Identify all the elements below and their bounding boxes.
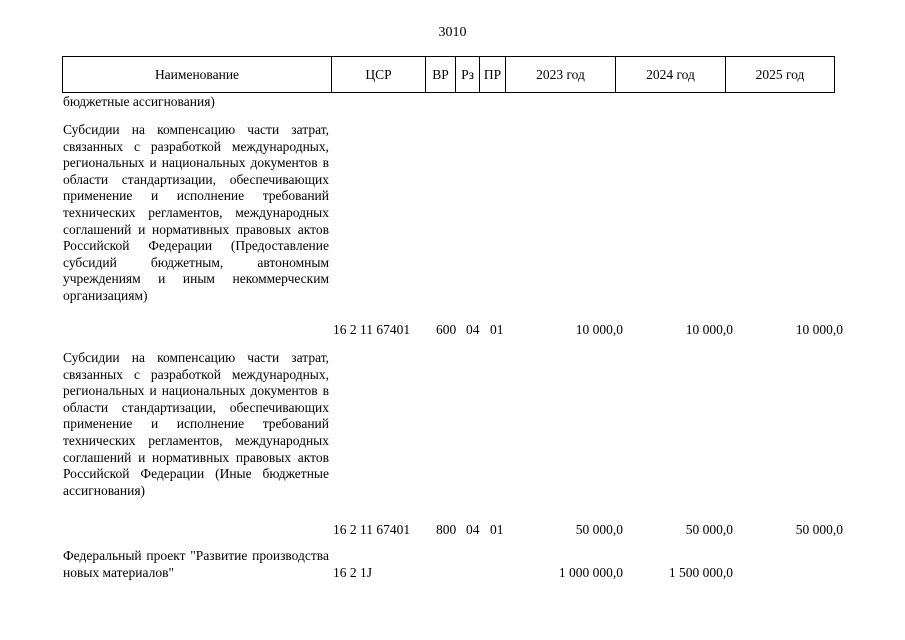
row-2025: 10 000,0	[795, 322, 843, 337]
row-pr: 01	[490, 522, 504, 537]
row-csr: 16 2 11 67401	[333, 522, 411, 537]
row-name: Федеральный проект "Развитие производства новых материалов"	[63, 548, 329, 580]
column-header-rz: Рз	[456, 57, 480, 93]
row-vr: 600	[436, 322, 457, 337]
row-csr: 16 2 11 67401	[333, 322, 411, 337]
column-header-2025: 2025 год	[726, 57, 835, 93]
row-rz: 04	[466, 322, 480, 337]
table-header	[62, 56, 835, 93]
column-header-2024: 2024 год	[616, 57, 726, 93]
column-header-vr: ВР	[426, 57, 456, 93]
page-number: 3010	[438, 25, 467, 40]
column-header-pr: ПР	[480, 57, 506, 93]
row-2023: 10 000,0	[575, 322, 623, 337]
row-2025: 50 000,0	[795, 522, 843, 537]
row-rz: 04	[466, 522, 480, 537]
row-csr: 16 2 1J	[333, 565, 373, 580]
row-name: Субсидии на компенсацию части затрат, связанных с разработкой международных, региональных и национальных документов в области стандартизации, обеспечивающих применение и исполнение требований технических регламентов, международных соглашений и нормативных правовых актов Российской Федерации (Предоставление субсидий бюджетным, автономным учреждениям и иным некоммерческим организациям)	[63, 122, 329, 303]
column-header-name: Наименование	[63, 57, 332, 93]
column-header-csr: ЦСР	[332, 57, 426, 93]
row-2024: 10 000,0	[685, 322, 733, 337]
row-pr: 01	[490, 322, 504, 337]
column-header-2023: 2023 год	[506, 57, 616, 93]
row-2024: 50 000,0	[685, 522, 733, 537]
row-2024: 1 500 000,0	[668, 565, 733, 580]
row-name: Субсидии на компенсацию части затрат, связанных с разработкой международных, региональных и национальных документов в области стандартизации, обеспечивающих применение и исполнение требований технических регламентов, международных соглашений и нормативных правовых актов Российской Федерации (Иные бюджетные ассигнования)	[63, 350, 329, 498]
row-name: бюджетные ассигнования)	[63, 94, 215, 109]
row-vr: 800	[436, 522, 457, 537]
row-2023: 1 000 000,0	[558, 565, 623, 580]
row-2023: 50 000,0	[575, 522, 623, 537]
